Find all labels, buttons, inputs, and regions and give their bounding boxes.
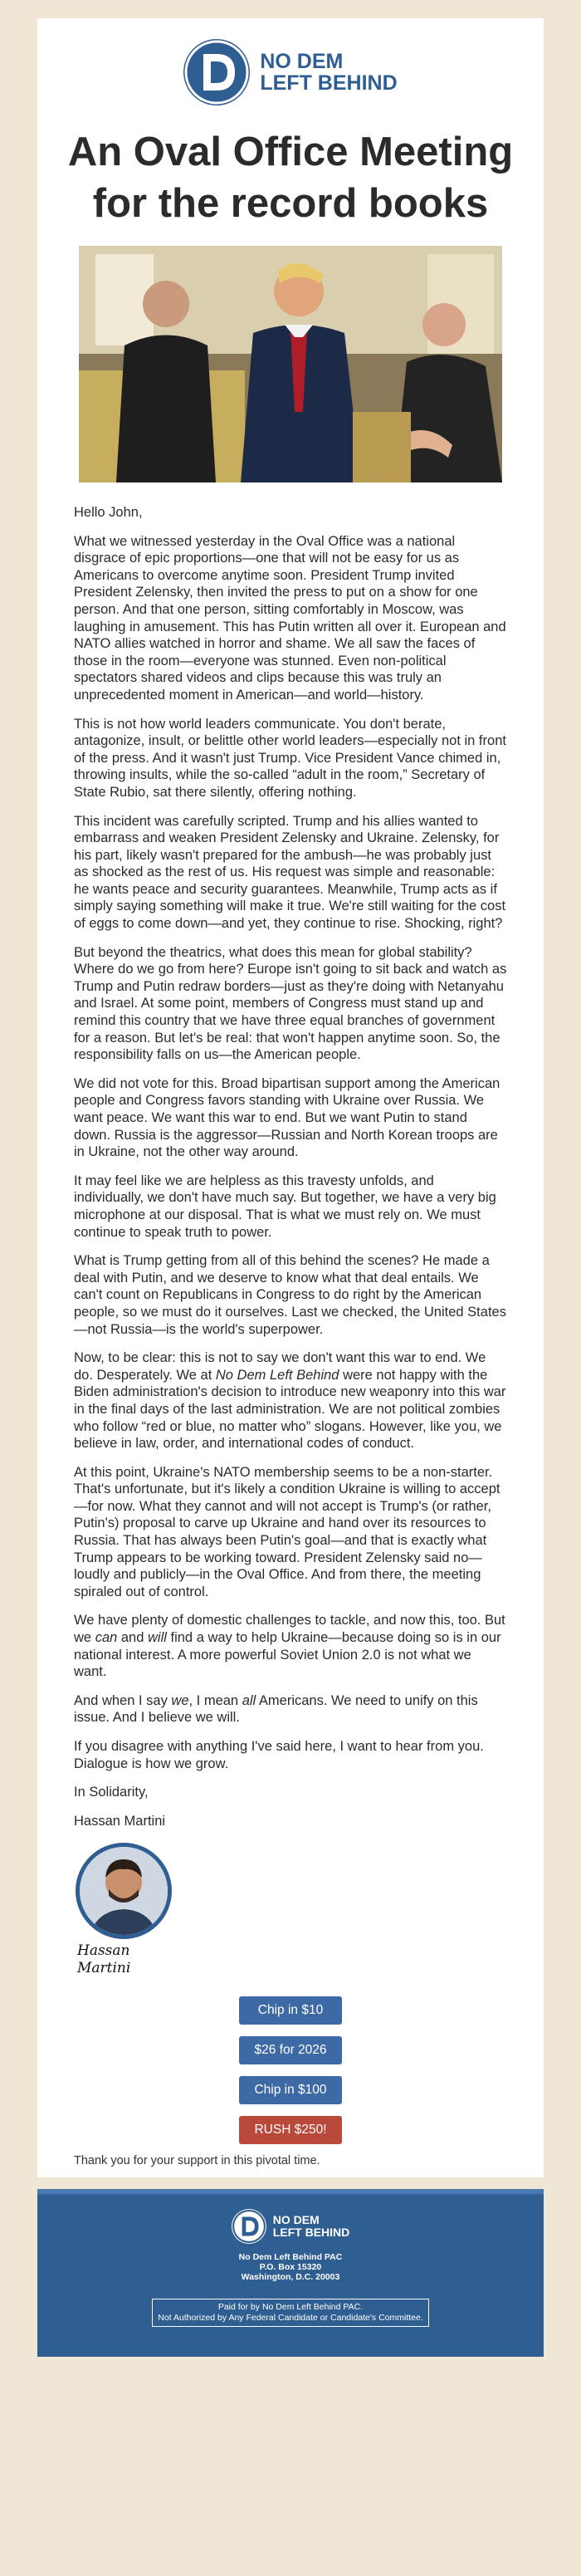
paragraph-5: We did not vote for this. Broad bipartisan support among the American people and Congress favors standing with Ukraine over Russia. We want peace. We want this war to end. But we want Putin to stand down. Russia is the aggressor—Russian and North Korean troops are in Ukraine, not the other way around.: [74, 1075, 500, 1160]
brand-logo[interactable]: [37, 27, 544, 118]
rush-250-button[interactable]: RUSH $250!: [239, 2116, 342, 2144]
paragraph-8: Now, to be clear: this is not to say we don't want this war to end. We do. Desperately. We at No Dem Left Behind were not happy with the Biden administration's decision to introduce new weaponry into this war in the final days of the last administration. We are not political zombies who follow “red or blue, no matter who” slogans. However, like you, we believe in law, order, and international codes of conduct.: [74, 1350, 506, 1452]
paragraph-6: It may feel like we are helpless as this travesty unfolds, and individually, we don't have much say. But together, we have a very big microphone at our disposal. That is what we must rely on. We must continue to speak truth to power.: [74, 1173, 496, 1240]
footer-city: Washington, D.C. 20003: [241, 2272, 340, 2283]
brand-name-line2: LEFT BEHIND: [260, 71, 398, 95]
closing: In Solidarity,: [74, 1785, 149, 1800]
email-card: [37, 18, 544, 2177]
headline: An Oval Office Meeting for the record books: [67, 130, 514, 226]
hero-photo: [79, 246, 502, 482]
footer-disclaimer: Paid for by No Dem Left Behind PAC. Not Authorized by Any Federal Candidate or Candidate's Committee.: [152, 2299, 429, 2327]
paragraph-1: What we witnessed yesterday in the Oval Office was a national disgrace of epic proportions—one that will not be easy for us as Americans to overcome anytime soon. President Trump invited President Zelensky, then invited the press to put on a show for one person. And that one person, sitting comfortably in Moscow, was laughing in amusement. This has Putin written all over it. European and NATO allies watched in horror and shame. We all saw the faces of those in the room—everyone was stunned. Even non-political spectators shared videos and clips because this was truly an unprecedented moment in American—and world—history.: [74, 533, 506, 703]
chip-in-100-button[interactable]: Chip in $100: [239, 2076, 342, 2104]
brand-name: [260, 51, 397, 94]
avatar: [74, 1841, 173, 1941]
signer-block: [74, 1841, 182, 1976]
chip-in-10-button[interactable]: Chip in $10: [239, 1996, 342, 2025]
brand-name-line1: NO DEM: [260, 50, 344, 73]
footer-address: [239, 2252, 343, 2282]
paragraph-11: And when I say we, I mean all Americans. We need to unify on this issue. And I believe we will.: [74, 1692, 478, 1726]
d-logo-icon: [183, 39, 250, 105]
paragraph-10: We have plenty of domestic challenges to tackle, and now this, too. But we can and will find a way to help Ukraine—because doing so is in our national interest. A more powerful Soviet Union 2.0 is not what we want.: [74, 1613, 505, 1680]
footer-d-logo-icon: [232, 2209, 266, 2244]
footer-brand-name: NO DEM LEFT BEHIND: [272, 2213, 350, 2240]
donation-buttons: [37, 1996, 544, 2156]
paragraph-4: But beyond the theatrics, what does this mean for global stability? Where do we go from here? Europe isn't going to sit back and watch as Trump and Putin redraw borders—just as they're doing with Netanyahu and Israel. At some point, members of Congress must stand up and remind this country that we have three equal branches of government for a reason. But let's be real: that won't happen anytime soon. So, the responsibility falls on us—the American people.: [74, 944, 507, 1063]
paragraph-7: What is Trump getting from all of this behind the scenes? He made a deal with Putin, and we deserve to know what that deal entails. We can't count on Republicans in Congress to do right by the American people, so we must do it ourselves. Last we checked, the United States—not Russia—is the world's superpower.: [74, 1253, 506, 1337]
handwritten-signature: Hassan Martini: [77, 1942, 131, 1976]
paragraph-3: This incident was carefully scripted. Trump and his allies wanted to embarrass and weaken President Zelensky and Ukraine. Zelensky, for his part, likely wasn't prepared for the ambush—he was probably just as shocked as the rest of us. His request was simple and reasonable: he wants peace and security guarantees. Meanwhile, Trump acts as if simply saying something will make it true. We're still waiting for the cost of eggs to come down—and yet, they continue to rise. Shocking, right?: [74, 813, 506, 932]
footer-po-box: P.O. Box 15320: [259, 2262, 322, 2273]
signer-name: Hassan Martini: [74, 1813, 166, 1829]
greeting: Hello John,: [74, 505, 143, 520]
thanks-text: Thank you for your support in this pivotal time.: [74, 2154, 320, 2168]
26-for-2026-button[interactable]: $26 for 2026: [239, 2036, 342, 2064]
footer: [37, 2189, 544, 2357]
paragraph-12: If you disagree with anything I've said here, I want to hear from you. Dialogue is how we grow.: [74, 1739, 484, 1771]
email-body: [37, 482, 544, 1976]
paragraph-2: This is not how world leaders communicate. You don't berate, antagonize, insult, or belittle other world leaders—especially not in front of the press. And it wasn't just Trump. Vice President Vance chimed in, throwing insults, while the so-called “adult in the room,” Secretary of State Rubio, sat there silently, offering nothing.: [74, 716, 506, 800]
paragraph-9: At this point, Ukraine's NATO membership seems to be a non-starter. That's unfortunate, but it's likely a condition Ukraine is willing to accept—for now. What they cannot and will not accept is Trump's (or rather, Putin's) proposal to carve up Ukraine and hand over its resources to Russia. That has always been Putin's goal—and that is exactly what Trump appears to be working toward. President Zelensky said no—loudly and publicly—in the Oval Office. And from there, the meeting spiraled out of control.: [74, 1464, 500, 1599]
footer-org: No Dem Left Behind PAC: [238, 2252, 343, 2263]
footer-logo[interactable]: [232, 2209, 350, 2244]
